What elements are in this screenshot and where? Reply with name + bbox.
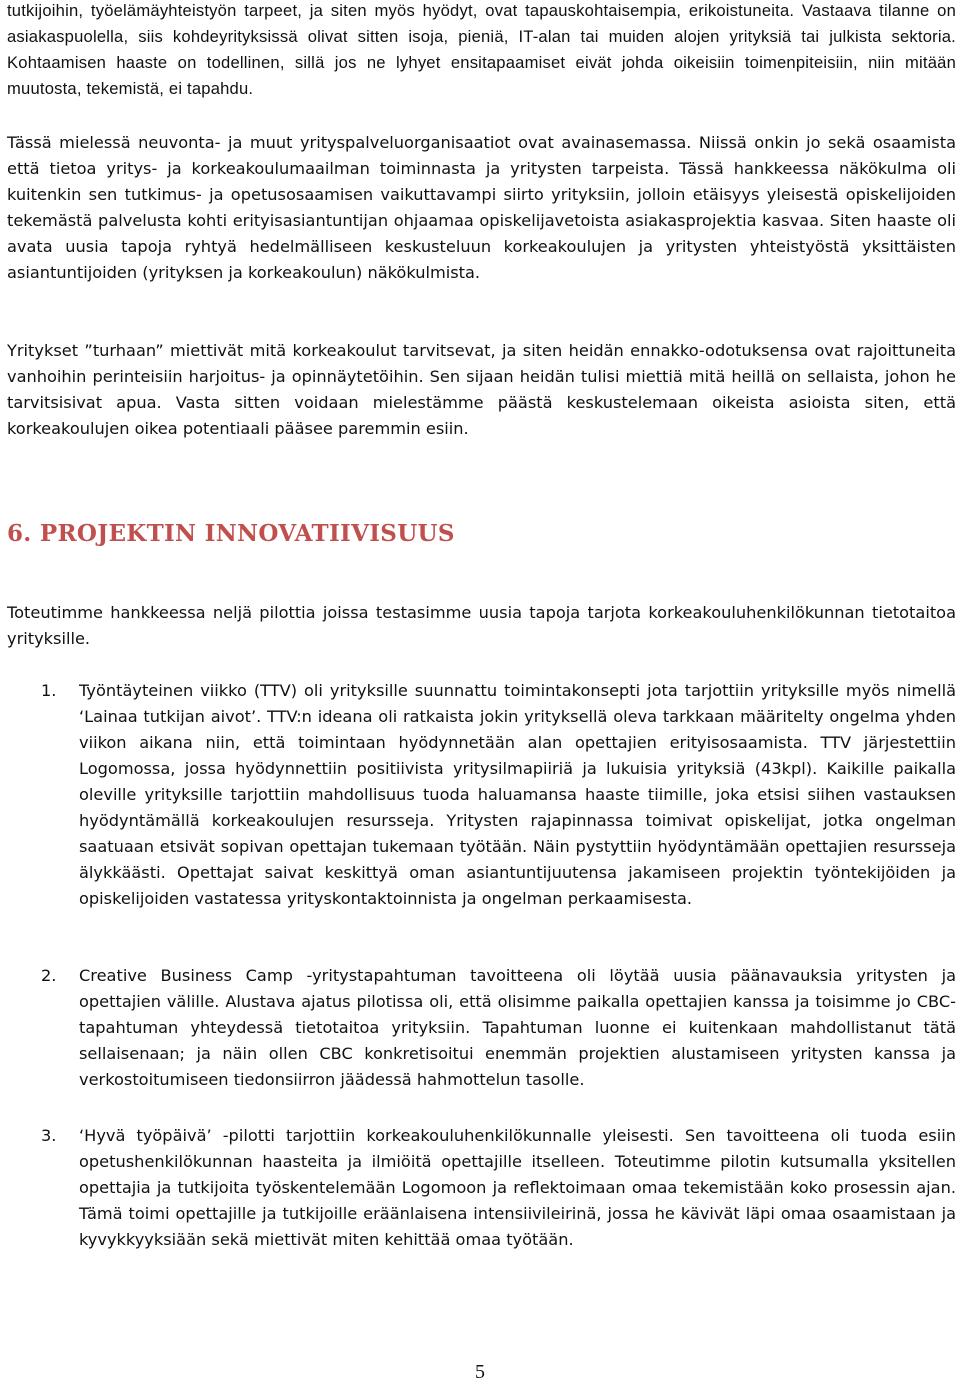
section-heading: 6. PROJEKTIN INNOVATIIVISUUS — [7, 520, 455, 547]
list-item — [7, 1123, 956, 1253]
list-item — [7, 678, 956, 963]
section-lead-paragraph: Toteutimme hankkeessa neljä pilottia joissa testasimme uusia tapoja tarjota korkeakouluhenkilökunnan tietotaitoa yrityksille. — [7, 603, 956, 648]
intro-paragraph-3: Yritykset ”turhaan” miettivät mitä korkeakoulut tarvitsevat, ja siten heidän ennakko-odotuksensa ovat rajoittuneita vanhoihin perinteisiin harjoitus- ja opinnäytetöihin. Sen sijaan heidän tulisi miettiä mitä heillä on sellaista, johon he tarvitsisivat apua. Vasta sitten voidaan mielestämme päästä keskustelemaan oikeista asioista siten, että korkeakoulujen oikea potentiaali pääsee paremmin esiin. — [7, 341, 956, 438]
list-item-text: Creative Business Camp -yritystapahtuman tavoitteena oli löytää uusia päänavauksia yritysten ja opettajien välille. Alustava ajatus pilotissa oli, että olisimme paikalla opettajien kanssa ja toisimme jo CBC-tapahtuman yhteydessä tietotaitoa yrityksiin. Tapahtuman luonne ei kuitenkaan mahdollistanut tätä sellaisenaan; ja näin ollen CBC konkretisoitui enemmän projektien alustamiseen yritysten kanssa ja verkostoitumiseen tiedonsiirron jäädessä hahmottelun tasolle. — [79, 966, 956, 1089]
page-number: 5 — [475, 1361, 485, 1383]
list-item-text: Työntäyteinen viikko (TTV) oli yrityksille suunnattu toimintakonsepti jota tarjottiin yrityksille myös nimellä ‘Lainaa tutkijan aivot’. TTV:n ideana oli ratkaista jokin yrityksellä oleva tarkkaan määritelty ongelma yhden viikon aikana niin, että toimintaan hyödynnetään alan opettajien erityisosaamista. TTV järjestettiin Logomossa, jossa hyödynnettiin positiivista yritysilmapiiriä ja lukuisia yrityksiä (43kpl). Kaikille paikalla oleville yrityksille tarjottiin mahdollisuus tuoda haluamansa haaste tiimille, joka etsisi siihen vastauksen hyödyntämällä korkeakoulujen resursseja. Yritysten rajapinnassa toimivat opiskelijat, jotka ongelman saatuaan etsivät sopivan opettajan tukemaan työtään. Näin pystyttiin hyödyntämään opettajien resursseja älykkäästi. Opettajat saivat keskittyä oman asiantuntijuutensa jakamiseen projektin työntekijöiden ja opiskelijoiden vastatessa yrityskontaktoinnista ja ongelman perkaamisesta. — [79, 681, 956, 908]
pilot-list — [7, 678, 956, 1253]
list-item-number: 2. — [41, 966, 57, 985]
list-item-text: ‘Hyvä työpäivä’ -pilotti tarjottiin korkeakouluhenkilökunnalle yleisesti. Sen tavoitteena oli tuoda esiin opetushenkilökunnan haasteita ja ilmiöitä opettajille itselleen. Toteutimme pilotin kutsumalla yksitellen opettajia ja tutkijoita työskentelemään Logomoon ja reflektoimaan omaa tekemistään koko prosessin ajan. Tämä toimi opettajille ja tutkijoille eräänlaisena intensiivileirinä, jossa he kävivät läpi omaa osaamistaan ja kyvykkyyksiään sekä miettivät miten kehittää omaa työtään. — [79, 1126, 956, 1249]
intro-paragraph-1: tutkijoihin, työelämäyhteistyön tarpeet, ja siten myös hyödyt, ovat tapauskohtaisempia, erikoistuneita. Vastaava tilanne on asiakaspuolella, siis kohdeyrityksissä olivat sitten isoja, pieniä, IT-alan tai muiden alojen yrityksiä tai julkista sektoria. Kohtaamisen haaste on todellinen, sillä jos ne lyhyet ensitapaamiset eivät johda oikeisiin toimenpiteisiin, niin mitään muutosta, tekemistä, ei tapahdu. — [7, 1, 956, 98]
list-item — [7, 963, 956, 1123]
list-item-number: 3. — [41, 1126, 57, 1145]
intro-paragraph-2: Tässä mielessä neuvonta- ja muut yrityspalveluorganisaatiot ovat avainasemassa. Niissä onkin jo sekä osaamista että tietoa yritys- ja korkeakoulumaailman toiminnasta ja yritysten tarpeista. Tässä hankkeessa näkökulma oli kuitenkin sen tutkimus- ja opetusosaamisen vaikuttavampi siirto yrityksiin, jolloin etäisyys yleisestä opiskelijoiden tekemästä palvelusta kohti erityisasiantuntijan ohjaamaa opiskelijavetoista asiakasprojektia kasvaa. Siten haaste oli avata uusia tapoja ryhtyä hedelmälliseen keskusteluun korkeakoulujen ja yritysten yhteistyöstä yksittäisten asiantuntijoiden (yrityksen ja korkeakoulun) näkökulmista. — [7, 133, 956, 282]
list-item-number: 1. — [41, 681, 57, 700]
